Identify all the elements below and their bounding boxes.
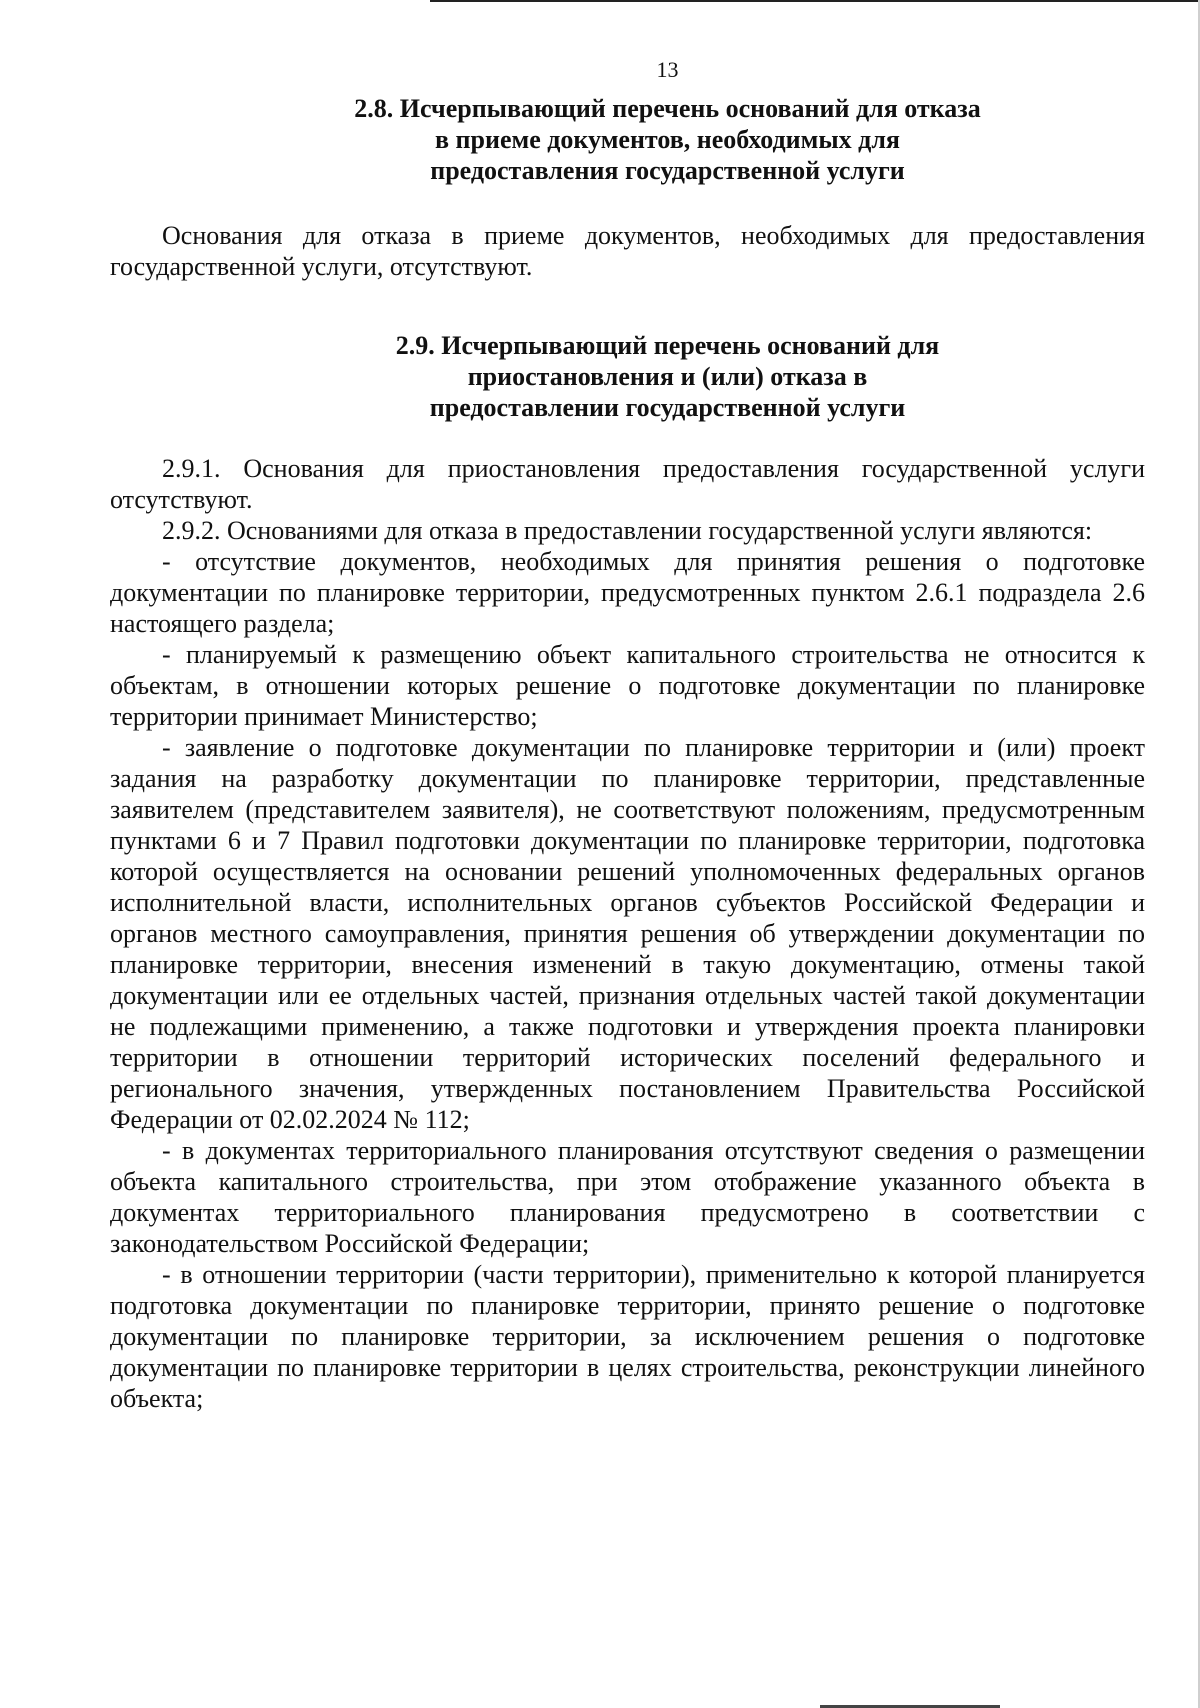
- scan-artifact-top-line: [430, 0, 1200, 2]
- page-number: 13: [656, 57, 679, 82]
- section-2-9-heading-line: приостановления и (или) отказа в: [467, 362, 868, 391]
- section-2-8-body: Основания для отказа в приеме документов, необходимых для предоставления государственной услуги, отсутствуют.: [110, 221, 1145, 281]
- section-2-8-heading-line: 2.8. Исчерпывающий перечень оснований для отказа: [354, 94, 981, 123]
- section-2-9-heading-line: предоставлении государственной услуги: [429, 393, 906, 422]
- list-item: - отсутствие документов, необходимых для принятия решения о подготовке документации по планировке территории, предусмотренных пунктом 2.6.1 подраздела 2.6 настоящего раздела;: [110, 547, 1145, 638]
- section-2-9-heading-line: 2.9. Исчерпывающий перечень оснований для: [395, 331, 940, 360]
- paragraph-2-9-1: 2.9.1. Основания для приостановления предоставления государственной услуги отсутствуют.: [110, 454, 1145, 514]
- section-2-9-heading: [190, 330, 1145, 423]
- section-2-8-heading-line: в приеме документов, необходимых для: [435, 125, 900, 154]
- section-2-8-heading: [190, 93, 1145, 186]
- list-item: - заявление о подготовке документации по планировке территории и (или) проект задания на разработку документации по планировке территории, представленные заявителем (представителем заявителя), не соответствуют положениям, предусмотренным пунктами 6 и 7 Правил подготовки документации по планировке территории, подготовка которой осуществляется на основании решений уполномоченных федеральных органов исполнительной власти, исполнительных органов субъектов Российской Федерации и органов местного самоуправления, принятия решения об утверждении документации по планировке территории, внесения изменений в такую документацию, отмены такой документации или ее отдельных частей, признания отдельных частей такой документации не подлежащими применению, а также подготовки и утверждения проекта планировки территории в отношении территорий исторических поселений федерального и регионального значения, утвержденных постановлением Правительства Российской Федерации от 02.02.2024 № 112;: [110, 733, 1145, 1134]
- list-item: - в документах территориального планирования отсутствуют сведения о размещении объекта капитального строительства, при этом отображение указанного объекта в документах территориального планирования предусмотрено в соответствии с законодательством Российской Федерации;: [110, 1136, 1145, 1258]
- document-page: [110, 55, 1145, 1414]
- list-item: - в отношении территории (части территории), применительно к которой планируется подготовка документации по планировке территории, принято решение о подготовке документации по планировке территории, за исключением решения о подготовке документации по планировке территории в целях строительства, реконструкции линейного объекта;: [110, 1260, 1145, 1413]
- list-item: - планируемый к размещению объект капитального строительства не относится к объектам, в отношении которых решение о подготовке документации по планировке территории принимает Министерство;: [110, 640, 1145, 731]
- paragraph-2-9-2: 2.9.2. Основаниями для отказа в предоставлении государственной услуги являются:: [162, 516, 1093, 545]
- section-2-8-heading-line: предоставления государственной услуги: [430, 156, 905, 185]
